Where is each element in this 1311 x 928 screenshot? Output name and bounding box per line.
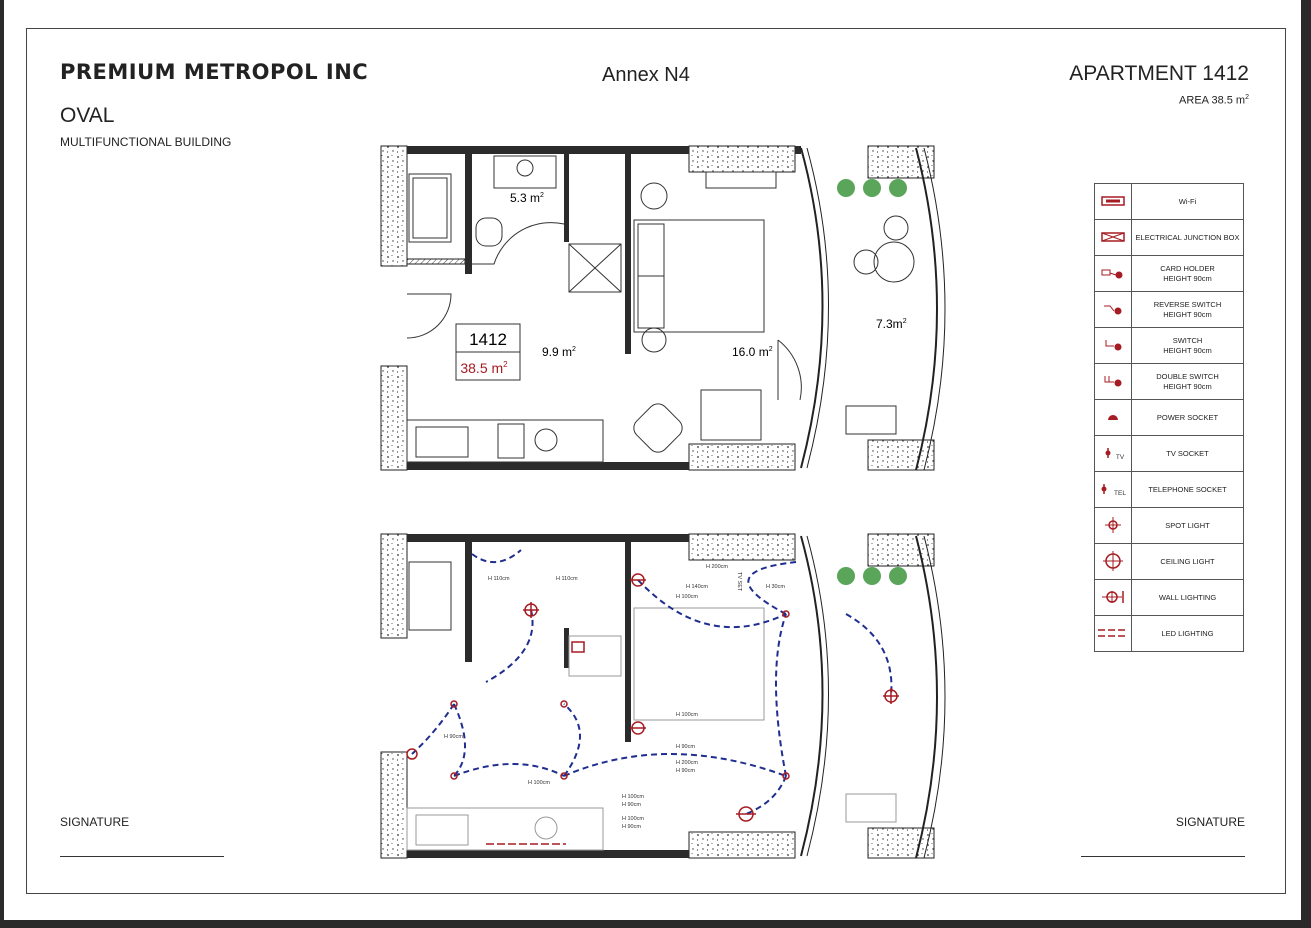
legend-label-line1: SPOT LIGHT <box>1165 520 1210 530</box>
legend-label-line1: TV SOCKET <box>1166 448 1209 458</box>
legend-row <box>1095 184 1244 220</box>
concrete-column <box>381 366 407 470</box>
legend-label-line1: SWITCH <box>1172 335 1203 345</box>
spot-light-icon <box>1095 508 1132 544</box>
svg-text:H 100cm: H 100cm <box>622 794 645 800</box>
legend-label <box>1132 256 1244 292</box>
reverse-switch-icon <box>1095 292 1132 328</box>
room-area-bedroom: 16.0 $m^2$ <box>732 345 773 359</box>
planter-plants <box>837 179 907 197</box>
annex-title: Annex N4 <box>602 64 690 86</box>
legend-row <box>1095 328 1244 364</box>
legend-label-line2: HEIGHT 90cm <box>1163 273 1212 283</box>
svg-text:H 90cm: H 90cm <box>622 824 641 830</box>
svg-text:H 110cm: H 110cm <box>556 576 578 582</box>
svg-text:H 110cm: H 110cm <box>488 576 510 582</box>
legend-label <box>1132 508 1244 544</box>
legend-row <box>1095 508 1244 544</box>
power-socket-icon <box>1095 400 1132 436</box>
apartment-title: APARTMENT 1412 <box>1069 62 1249 85</box>
tv-socket-icon <box>1095 436 1132 472</box>
signature-line-left <box>60 856 224 857</box>
concrete-column <box>689 146 795 172</box>
led-lighting-icon <box>1095 616 1132 652</box>
building-type: MULTIFUNCTIONAL BUILDING <box>60 135 232 149</box>
wifi-icon <box>1095 184 1132 220</box>
concrete-column <box>868 146 934 178</box>
legend-label-line2: HEIGHT 90cm <box>1163 345 1212 355</box>
card-holder-icon <box>1095 256 1132 292</box>
ceiling-light-icon <box>1095 544 1132 580</box>
svg-text:H 30cm: H 30cm <box>766 584 785 590</box>
floor-plan-furnished <box>376 144 951 474</box>
legend-label <box>1132 580 1244 616</box>
legend-row <box>1095 472 1244 508</box>
svg-text:H 90cm: H 90cm <box>676 768 695 774</box>
legend-label-line2: HEIGHT 90cm <box>1163 309 1212 319</box>
legend-label-line1: POWER SOCKET <box>1156 412 1219 422</box>
company-name: PREMIUM METROPOL INC <box>60 60 369 84</box>
svg-text:H 100cm: H 100cm <box>676 712 699 718</box>
legend-label-line1: REVERSE SWITCH <box>1153 299 1222 309</box>
room-area-hall: 9.9 $m^2$ <box>542 345 576 359</box>
legend-label-line1: WALL LIGHTING <box>1158 592 1217 602</box>
junction-box-icon <box>1095 220 1132 256</box>
svg-text:H 90cm: H 90cm <box>676 744 695 750</box>
legend-row <box>1095 292 1244 328</box>
switch-icon <box>1095 328 1132 364</box>
legend-label <box>1132 400 1244 436</box>
concrete-column <box>868 440 934 470</box>
legend-label-line1: LED LIGHTING <box>1161 628 1214 638</box>
legend-label-line1: DOUBLE SWITCH <box>1156 371 1219 381</box>
svg-text:H 200cm: H 200cm <box>676 760 699 766</box>
wall-lighting-icon <box>1095 580 1132 616</box>
legend-row <box>1095 364 1244 400</box>
legend-icon-text: TV <box>1115 454 1125 462</box>
svg-text:H 140cm: H 140cm <box>686 584 709 590</box>
signature-line-right <box>1081 856 1245 857</box>
drawing-sheet <box>4 0 1301 920</box>
legend-row <box>1095 616 1244 652</box>
svg-text:H 90cm: H 90cm <box>622 802 641 808</box>
unit-area: 38.5 $m^2$ <box>460 360 508 376</box>
room-area-bathroom: 5.3 $m^2$ <box>510 191 544 205</box>
legend-label <box>1132 328 1244 364</box>
legend-label-line1: ELECTRICAL JUNCTION BOX <box>1135 232 1240 242</box>
legend-row <box>1095 544 1244 580</box>
svg-text:H 200cm: H 200cm <box>706 564 729 570</box>
legend-row <box>1095 400 1244 436</box>
telephone-socket-icon <box>1095 472 1132 508</box>
symbol-legend <box>1094 183 1244 652</box>
svg-text:H 100cm: H 100cm <box>676 594 699 600</box>
legend-label-line2: HEIGHT 90cm <box>1163 381 1212 391</box>
legend-row <box>1095 220 1244 256</box>
legend-label <box>1132 220 1244 256</box>
svg-text:H 100cm: H 100cm <box>528 780 551 786</box>
double-switch-icon <box>1095 364 1132 400</box>
legend-label <box>1132 544 1244 580</box>
legend-label-line1: CEILING LIGHT <box>1160 556 1215 566</box>
concrete-column <box>689 444 795 470</box>
legend-label <box>1132 616 1244 652</box>
legend-label <box>1132 184 1244 220</box>
svg-text:TV SET: TV SET <box>736 572 742 592</box>
legend-row <box>1095 580 1244 616</box>
room-area-balcony: $7.3m^2$ <box>876 317 907 331</box>
legend-icon-text: TEL <box>1114 490 1126 498</box>
legend-row <box>1095 256 1244 292</box>
project-name: OVAL <box>60 104 115 127</box>
svg-text:H 100cm: H 100cm <box>622 816 645 822</box>
legend-label-line1: Wi-Fi <box>1178 196 1197 206</box>
legend-label <box>1132 292 1244 328</box>
floor-plan-electrical <box>376 532 951 862</box>
svg-text:H 90cm: H 90cm <box>444 734 463 740</box>
legend-label <box>1132 472 1244 508</box>
legend-label <box>1132 364 1244 400</box>
signature-label-right: SIGNATURE <box>1175 815 1245 829</box>
concrete-column <box>381 146 407 266</box>
apartment-area: AREA 38.5 $m^2$ <box>1179 94 1249 107</box>
legend-label <box>1132 436 1244 472</box>
legend-label-line1: TELEPHONE SOCKET <box>1148 484 1227 494</box>
unit-number: 1412 <box>469 330 507 349</box>
legend-row <box>1095 436 1244 472</box>
legend-label-line1: CARD HOLDER <box>1160 263 1215 273</box>
signature-label-left: SIGNATURE <box>60 815 130 829</box>
